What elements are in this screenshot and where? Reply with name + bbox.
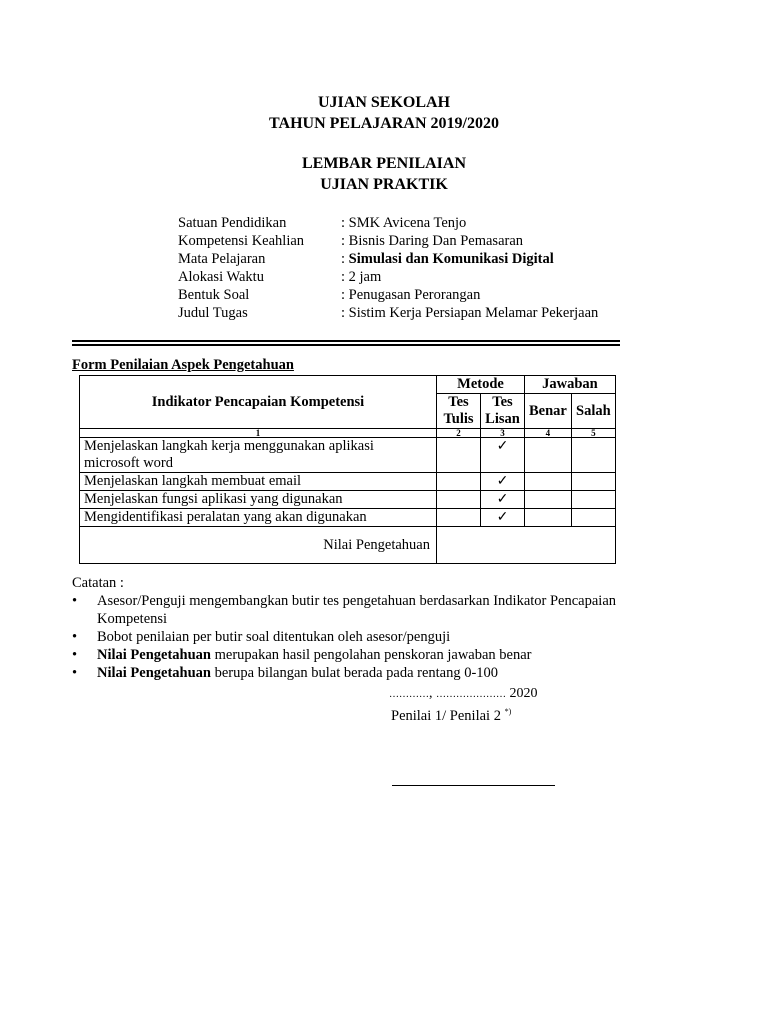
salah-cell[interactable]: [571, 438, 615, 473]
column-number: 1: [80, 429, 437, 438]
tes-lisan-check[interactable]: ✓: [481, 491, 525, 509]
info-section: [178, 214, 598, 322]
table-row: [80, 473, 616, 491]
sheet-title: [0, 153, 768, 195]
info-value: : Penugasan Perorangan: [341, 287, 481, 303]
exam-title: [0, 92, 768, 134]
sheet-title-line: LEMBAR PENILAIAN: [301, 155, 466, 172]
info-row-alokasi: [178, 268, 598, 286]
indicator-line: microsoft word: [84, 455, 173, 471]
list-item: [72, 646, 672, 664]
indicator-text: Menjelaskan langkah membuat email: [80, 473, 437, 491]
note-bold-term: Nilai Pengetahuan: [97, 647, 211, 663]
header-salah: Salah: [571, 394, 615, 429]
nilai-row: [80, 527, 616, 564]
info-row-bentuk: [178, 286, 598, 304]
indicator-text: [80, 438, 437, 473]
header-jawaban: Jawaban: [525, 376, 616, 394]
bullet-icon: •: [72, 647, 78, 663]
assessor-label: [391, 707, 511, 725]
info-label: Bentuk Soal: [178, 287, 250, 303]
place-blank[interactable]: …………: [389, 689, 429, 700]
note-line: Kompetensi: [97, 611, 168, 627]
bullet-icon: •: [72, 629, 78, 645]
list-item: [72, 592, 672, 628]
practice-exam-line: UJIAN PRAKTIK: [320, 176, 448, 193]
tes-tulis-cell[interactable]: [437, 438, 481, 473]
column-number: 3: [481, 429, 525, 438]
assessor-footnote-mark: *): [504, 707, 512, 716]
header-tes-tulis-line2: Tulis: [443, 411, 474, 427]
info-row-satuan: [178, 214, 598, 232]
assessment-table: [79, 375, 616, 564]
list-item: [72, 664, 672, 682]
tes-tulis-cell[interactable]: [437, 509, 481, 527]
date-blank[interactable]: …………………: [436, 689, 506, 700]
benar-cell[interactable]: [525, 438, 572, 473]
list-item: [72, 628, 672, 646]
indicator-line: Menjelaskan langkah kerja menggunakan aplikasi: [84, 438, 374, 454]
indicator-text: Menjelaskan fungsi aplikasi yang digunakan: [80, 491, 437, 509]
comma: ,: [429, 686, 433, 701]
note-text: [97, 592, 672, 628]
column-number: 5: [571, 429, 615, 438]
header-tes-lisan: [481, 394, 525, 429]
info-value: Simulasi dan Komunikasi Digital: [348, 251, 554, 267]
header-metode: Metode: [437, 376, 525, 394]
note-bold-term: Nilai Pengetahuan: [97, 665, 211, 681]
table-row: [80, 438, 616, 473]
nilai-pengetahuan-label: Nilai Pengetahuan: [80, 527, 437, 564]
column-number: 4: [525, 429, 572, 438]
info-row-mapel: [178, 250, 598, 268]
salah-cell[interactable]: [571, 509, 615, 527]
header-benar: Benar: [525, 394, 572, 429]
indicator-text: Mengidentifikasi peralatan yang akan digunakan: [80, 509, 437, 527]
info-value: : 2 jam: [341, 269, 382, 285]
tes-lisan-check[interactable]: ✓: [481, 438, 525, 473]
form-title: Form Penilaian Aspek Pengetahuan: [72, 357, 294, 373]
exam-title-line: UJIAN SEKOLAH: [317, 94, 451, 111]
table-row: [80, 491, 616, 509]
info-label: Kompetensi Keahlian: [178, 233, 305, 249]
header-tes-tulis: [437, 394, 481, 429]
header-indikator: Indikator Pencapaian Kompetensi: [80, 376, 437, 429]
assessor-text: Penilai 1/ Penilai 2: [391, 707, 505, 724]
info-row-kompetensi: [178, 232, 598, 250]
year: 2020: [506, 686, 538, 701]
nilai-pengetahuan-value[interactable]: [437, 527, 616, 564]
column-number: 2: [437, 429, 481, 438]
notes-title: Catatan :: [72, 575, 124, 591]
salah-cell[interactable]: [571, 491, 615, 509]
bullet-icon: •: [72, 593, 78, 609]
bullet-icon: •: [72, 665, 78, 681]
note-line: Asesor/Penguji mengembangkan butir tes pengetahuan berdasarkan Indikator Pencapaian: [97, 593, 617, 609]
tes-tulis-cell[interactable]: [437, 491, 481, 509]
benar-cell[interactable]: [525, 509, 572, 527]
double-divider: [72, 340, 620, 346]
tes-tulis-cell[interactable]: [437, 473, 481, 491]
note-rest: merupakan hasil pengolahan penskoran jawaban benar: [211, 647, 532, 663]
note-text: Bobot penilaian per butir soal ditentukan oleh asesor/penguji: [97, 629, 451, 645]
table-header-row: [80, 376, 616, 394]
note-text: [97, 664, 672, 682]
school-year-line: TAHUN PELAJARAN 2019/2020: [269, 115, 499, 132]
info-value-prefix: :: [341, 251, 349, 267]
benar-cell[interactable]: [525, 473, 572, 491]
info-label: Alokasi Waktu: [178, 269, 264, 285]
note-text: [97, 646, 672, 664]
benar-cell[interactable]: [525, 491, 572, 509]
salah-cell[interactable]: [571, 473, 615, 491]
header-tes-lisan-line1: Tes: [492, 394, 513, 410]
header-tes-tulis-line1: Tes: [448, 394, 469, 410]
info-label: Judul Tugas: [178, 305, 248, 321]
column-number-row: [80, 429, 616, 438]
info-label: Mata Pelajaran: [178, 251, 266, 267]
signature-line[interactable]: [392, 785, 555, 786]
place-date-line: [389, 686, 538, 702]
info-value: : SMK Avicena Tenjo: [341, 215, 467, 231]
header-tes-lisan-line2: Lisan: [485, 411, 520, 427]
note-rest: berupa bilangan bulat berada pada rentang 0-100: [211, 665, 499, 681]
info-row-judul: [178, 304, 598, 322]
table-row: [80, 509, 616, 527]
info-value: : Sistim Kerja Persiapan Melamar Pekerjaan: [341, 305, 599, 321]
info-label: Satuan Pendidikan: [178, 215, 287, 231]
notes-list: [72, 592, 672, 682]
info-value: : Bisnis Daring Dan Pemasaran: [341, 233, 524, 249]
tes-lisan-check[interactable]: ✓: [481, 473, 525, 491]
tes-lisan-check[interactable]: ✓: [481, 509, 525, 527]
